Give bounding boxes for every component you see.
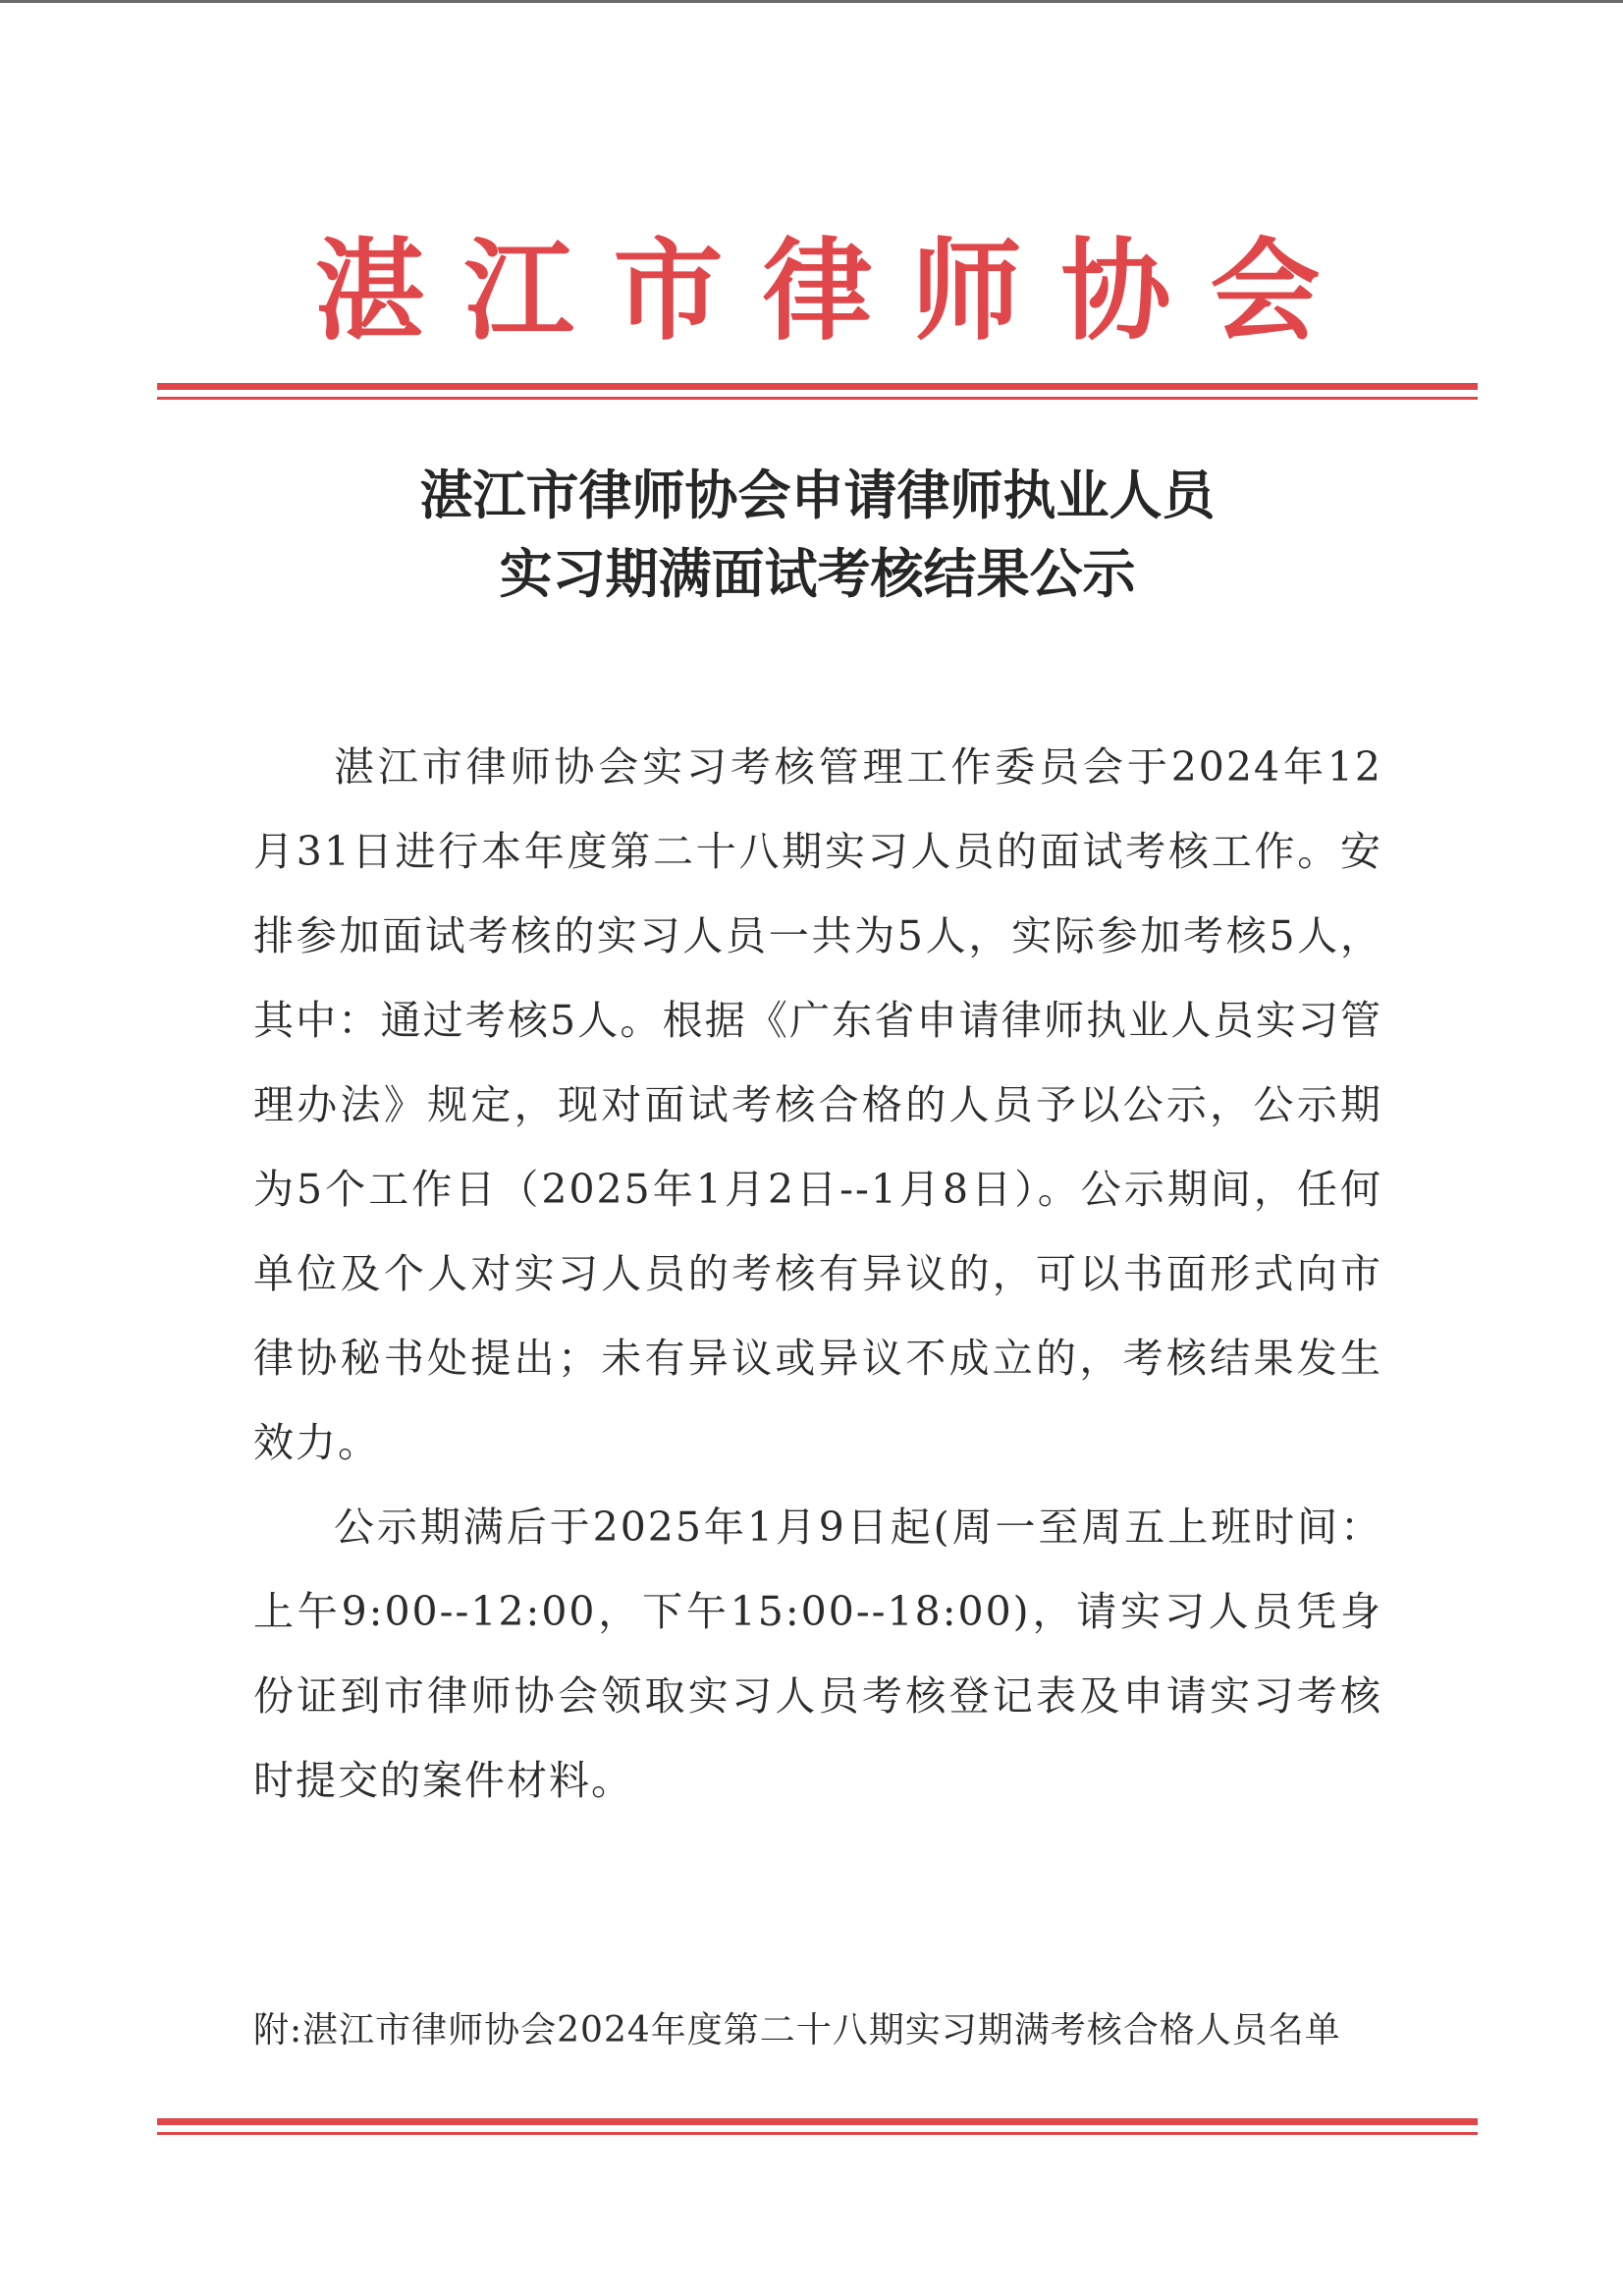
document-title xyxy=(157,457,1478,614)
page-top-edge xyxy=(0,0,1623,3)
letterhead-char: 江 xyxy=(463,228,574,355)
letterhead-red-rule xyxy=(157,383,1478,400)
body-paragraph-2: 公示期满后于2025年1月9日起(周一至周五上班时间：上午9:00--12:00，下午15:00--18:00)，请实习人员凭身份证到市律师协会领取实习人员考核登记表及申请实习考核时提交的案件材料。 xyxy=(253,1503,1382,1804)
letterhead-char: 会 xyxy=(1210,228,1321,355)
letterhead-org-name xyxy=(157,218,1478,365)
letterhead-char: 湛 xyxy=(314,228,425,355)
body-paragraph-1: 湛江市律师协会实习考核管理工作委员会于2024年12月31日进行本年度第二十八期实习人员的面试考核工作。安排参加面试考核的实习人员一共为5人，实际参加考核5人，其中：通过考核5人。根据《广东省申请律师执业人员实习管理办法》规定，现对面试考核合格的人员予以公示，公示期为5个工作日（2025年1月2日--1月8日）。公示期间，任何单位及个人对实习人员的考核有异议的，可以书面形式向市律协秘书处提出；未有异议或异议不成立的，考核结果发生效力。 xyxy=(253,743,1382,1466)
letterhead-char: 师 xyxy=(911,228,1022,355)
title-line-2: 实习期满面试考核结果公示 xyxy=(499,543,1136,605)
title-line-1: 湛江市律师协会申请律师执业人员 xyxy=(419,465,1216,526)
attachment-note: 附:湛江市律师协会2024年度第二十八期实习期满考核合格人员名单 xyxy=(253,2010,1341,2050)
letterhead-char: 市 xyxy=(613,228,724,355)
document-body xyxy=(253,725,1382,1823)
footer-red-rule xyxy=(157,2118,1478,2135)
letterhead-char: 协 xyxy=(1060,228,1171,355)
letterhead-char: 律 xyxy=(762,228,873,355)
